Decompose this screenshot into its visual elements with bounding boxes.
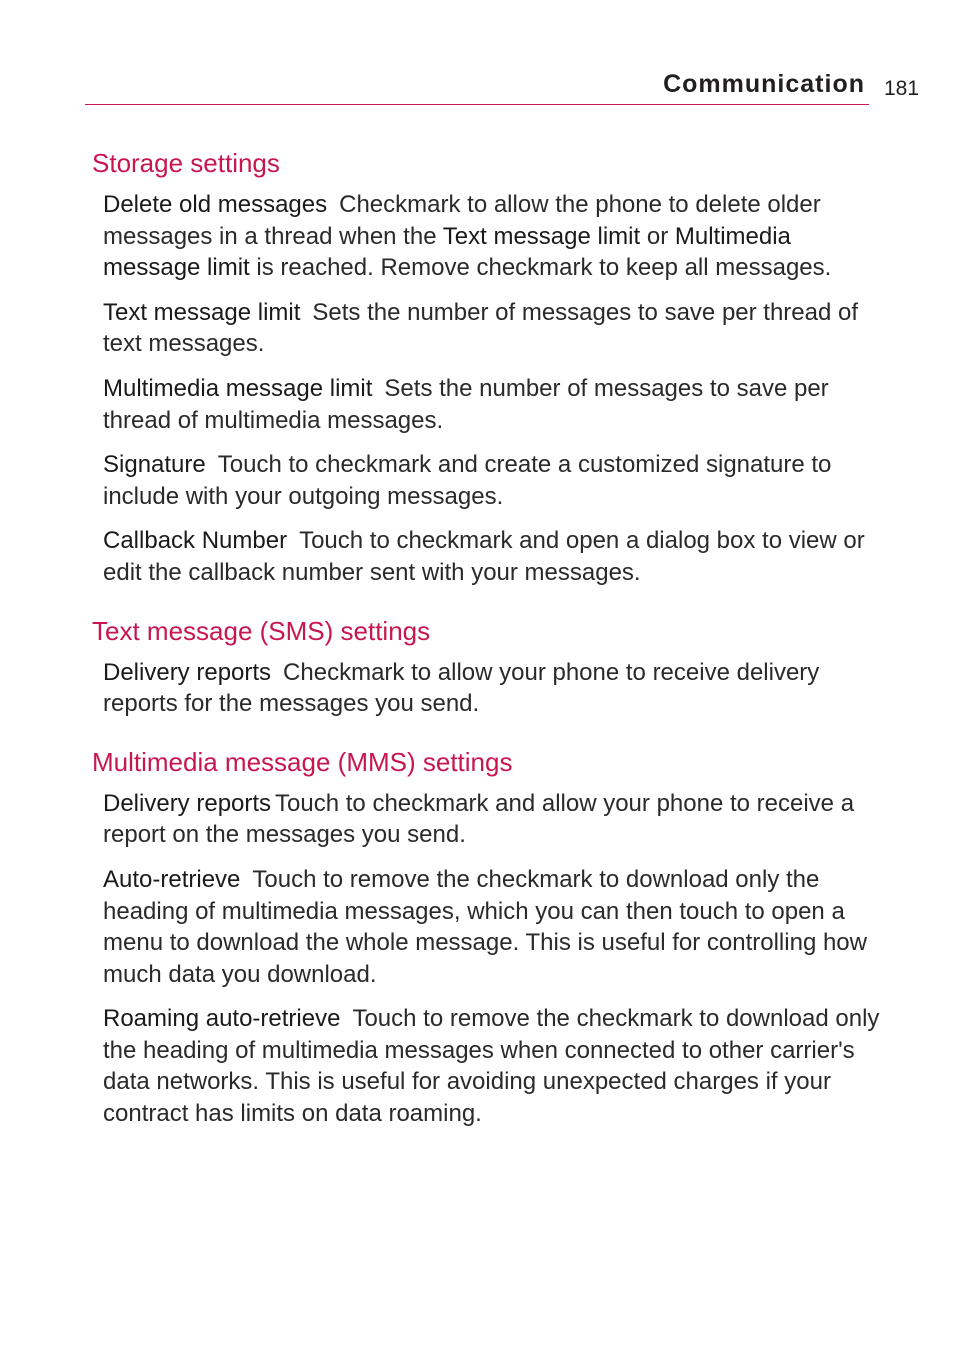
entry-roaming-auto-retrieve bbox=[103, 1003, 882, 1129]
entry-multimedia-message-limit bbox=[103, 373, 882, 436]
section-heading: Text message (SMS) settings bbox=[92, 615, 431, 646]
entry-delete-old-messages bbox=[103, 189, 882, 284]
page-number: 181 bbox=[884, 77, 920, 100]
entry-mms-delivery-reports bbox=[103, 788, 882, 851]
entry-auto-retrieve bbox=[103, 864, 882, 990]
entry-term: Text message limit bbox=[103, 298, 301, 326]
page-header bbox=[85, 68, 869, 105]
entry-signature bbox=[103, 449, 882, 512]
entry-description: Touch to checkmark and open a dialog box to view or edit the callback number sent with your messages. bbox=[103, 527, 865, 586]
page-content bbox=[92, 145, 882, 1154]
entry-description: Sets the number of messages to save per thread of text messages. bbox=[103, 298, 859, 358]
entry-sms-delivery-reports bbox=[103, 657, 882, 720]
entry-term: Delete old messages bbox=[103, 191, 328, 218]
entry-description: Touch to remove the checkmark to download only the heading of multimedia messages when connected to other carrier's data networks. This is useful for avoiding unexpected charges if your contract has limits on data roaming. bbox=[103, 1005, 880, 1128]
entry-term: Delivery reports bbox=[103, 789, 272, 817]
entry-term: Multimedia message limit bbox=[103, 374, 373, 402]
entry-text-message-limit bbox=[103, 297, 882, 360]
entry-description: Touch to checkmark and create a customized signature to include with your outgoing messages. bbox=[103, 451, 832, 510]
entry-description: Checkmark to allow the phone to delete older messages in a thread when the bbox=[103, 191, 821, 250]
inline-term: Text message limit bbox=[442, 222, 641, 250]
entry-description: is reached. Remove checkmark to keep all messages. bbox=[249, 254, 832, 282]
chapter-title: Communication bbox=[663, 70, 865, 98]
entry-description: Checkmark to allow your phone to receive delivery reports for the messages you send. bbox=[103, 658, 820, 718]
entry-description: Touch to remove the checkmark to download only the heading of multimedia messages, which you can then touch to open a menu to download the whole message. This is useful for controlling how much data you download. bbox=[103, 865, 867, 988]
entry-term: Callback Number bbox=[103, 527, 288, 555]
section-heading: Multimedia message (MMS) settings bbox=[92, 746, 513, 777]
entry-callback-number bbox=[103, 525, 882, 588]
entry-description: Sets the number of messages to save per thread of multimedia messages. bbox=[103, 374, 829, 434]
section-sms-settings bbox=[92, 613, 882, 720]
section-mms-settings bbox=[92, 744, 882, 1130]
section-heading: Storage settings bbox=[92, 148, 280, 178]
entry-term: Auto-retrieve bbox=[103, 865, 241, 893]
entry-description: Touch to checkmark and allow your phone to receive a report on the messages you send. bbox=[103, 789, 855, 849]
entry-term: Roaming auto-retrieve bbox=[103, 1005, 341, 1033]
entry-description: or bbox=[640, 222, 675, 250]
inline-term: Multimedia message limit bbox=[103, 222, 791, 282]
entry-term: Delivery reports bbox=[103, 658, 272, 686]
entry-term: Signature bbox=[103, 451, 206, 479]
section-storage-settings bbox=[92, 145, 882, 589]
